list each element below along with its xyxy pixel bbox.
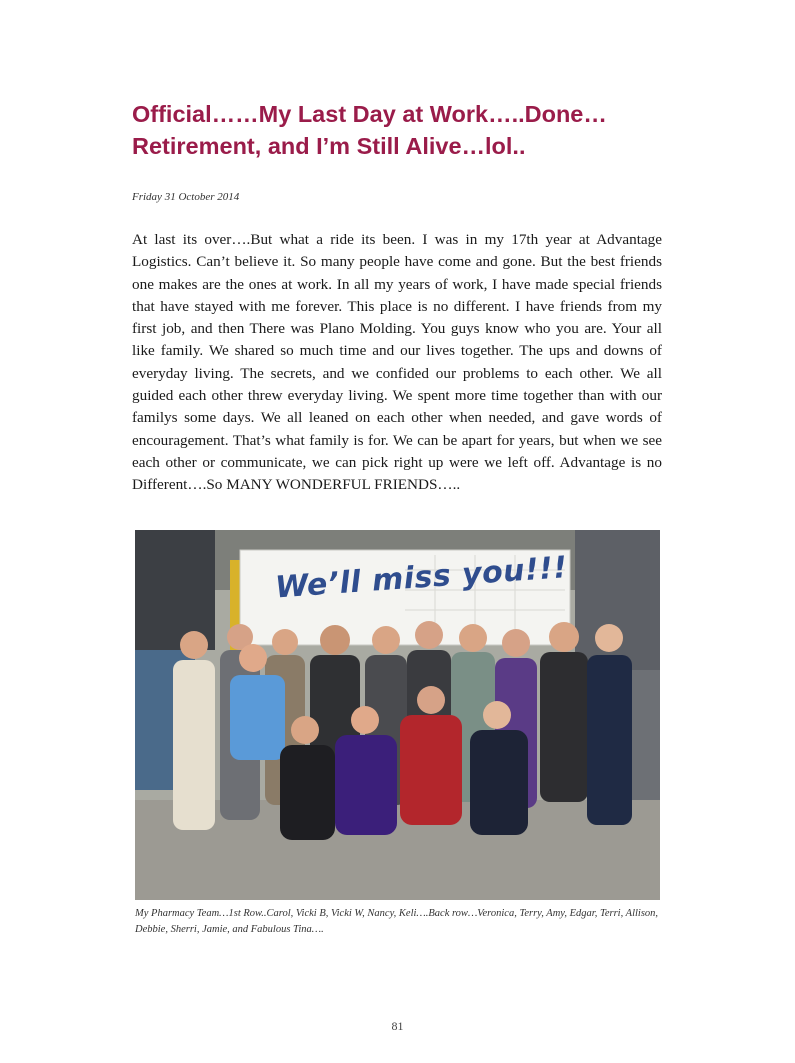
banner-text: We’ll miss you!!! (274, 550, 569, 606)
page-number: 81 (391, 1019, 404, 1033)
photo-caption: My Pharmacy Team…1st Row..Carol, Vicki B, Vicki W, Nancy, Keli….Back row…Veronica, Terry, Amy, Edgar, Terri, Allison, Debbie, Sherri, Jamie, and Fabulous Tina…. (135, 908, 659, 935)
body-text: At last its over….But what a ride its been. I was in my 17th year at Advantage Logistics. Can’t believe it. So many people have come and gone. But the best friends one makes are the ones at work. In all my years of work, I have made special friends that have stayed with me forever. This place is no different. I have friends from my first job, and then There was Plano Molding. You guys know who you are. Your all like family. We shared so much time and our lives together. The ups and downs of everyday living. The secrets, and we confided our problems to each other. We all guided each other threw everyday living. We spent more time together than with our familys some days. We all leaned on each other when needed, and gave words of encouragement. That’s what family is for. We can be apart for years, but when we see each other or communicate, we can pick right up were we left off. Advantage is no Different….So MANY WONDERFUL FRIENDS….. (132, 231, 662, 494)
page-title: Official……My Last Day at Work…..Done…Retirement, and I’m Still Alive…lol.. (132, 101, 607, 159)
group-photo (135, 530, 660, 900)
post-date: Friday 31 October 2014 (132, 191, 240, 203)
